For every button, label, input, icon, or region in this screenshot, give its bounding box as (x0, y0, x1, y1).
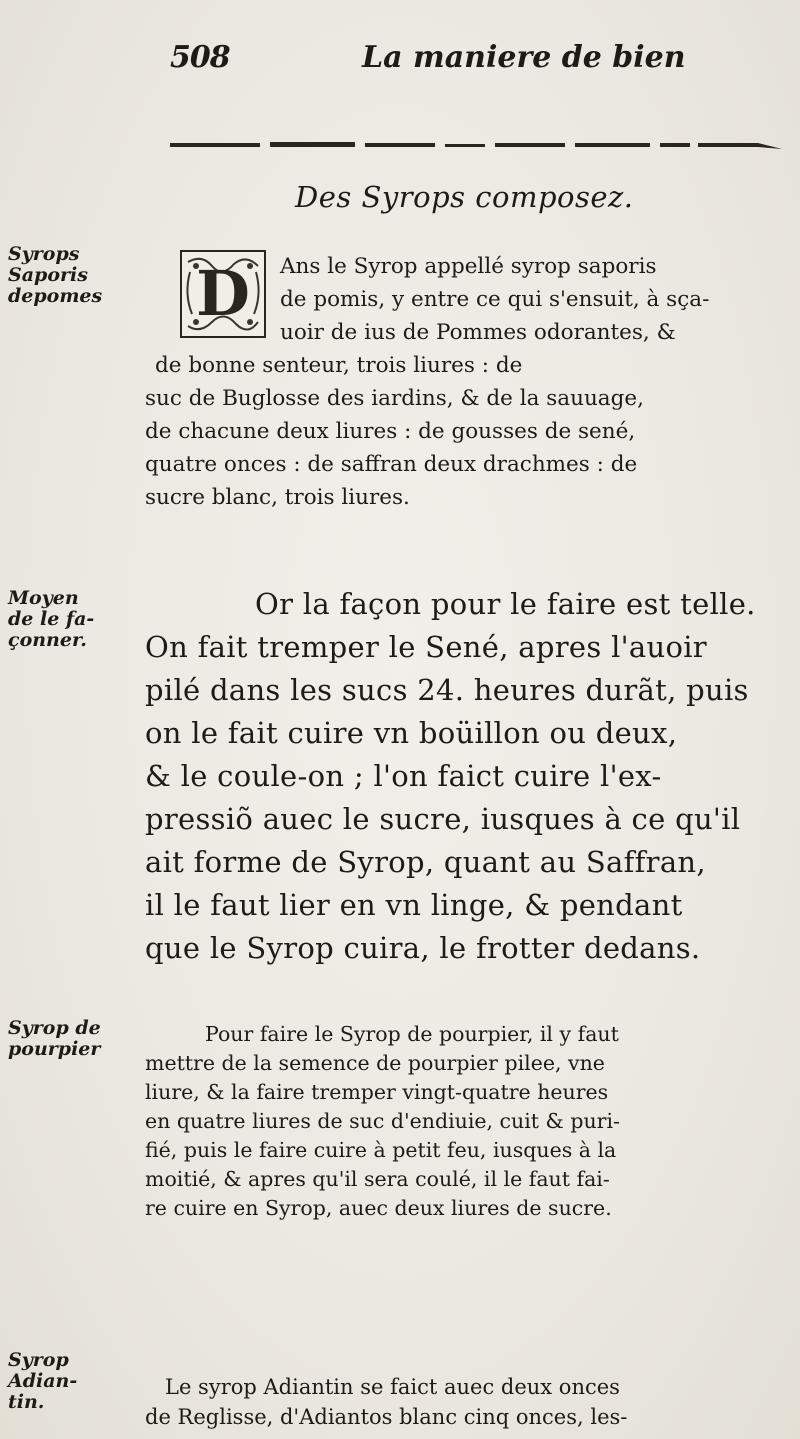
margin-note-moyen (8, 588, 128, 651)
text-line: liure, & la faire tremper vingt-quatre heures (145, 1080, 609, 1104)
text-line: on le fait cuire vn boüillon ou deux, (145, 716, 678, 750)
text-line: re cuire en Syrop, auec deux liures de sucre. (145, 1196, 612, 1220)
text-line: Ans le Syrop appellé syrop saporis (280, 254, 657, 279)
text-line: mettre de la semence de pourpier pilee, vne (145, 1051, 605, 1075)
page-number: 508 (170, 40, 230, 75)
text-line: de Reglisse, d'Adiantos blanc cinq onces, les- (145, 1405, 628, 1429)
text-line: On fait tremper le Sené, apres l'auoir (145, 630, 707, 664)
margin-note-line: Syrop (8, 1349, 69, 1371)
margin-note-line: depomes (8, 285, 103, 307)
text-line: ait forme de Syrop, quant au Saffran, (145, 845, 706, 879)
margin-note-line: Syrop de (8, 1017, 101, 1039)
text-line: il le faut lier en vn linge, & pendant (145, 888, 683, 922)
text-line: & le coule-on ; l'on faict cuire l'ex- (145, 759, 662, 793)
section-title: Des Syrops composez. (295, 180, 634, 214)
margin-note-syrop-adiantin (8, 1350, 128, 1413)
paragraph-syrop-adiantin (145, 1372, 790, 1432)
paragraph-facon (145, 583, 790, 970)
text-line: de chacune deux liures : de gousses de sené, (145, 419, 636, 444)
text-line: de bonne senteur, trois liures : de (155, 353, 523, 378)
text-line: moitié, & apres qu'il sera coulé, il le faut fai- (145, 1167, 610, 1191)
margin-note-line: pourpier (8, 1038, 101, 1060)
text-line: sucre blanc, trois liures. (145, 485, 410, 510)
text-line: uoir de ius de Pommes odorantes, & (280, 320, 676, 345)
ornamental-rule (170, 140, 790, 150)
text-line: suc de Buglosse des iardins, & de la sauuage, (145, 386, 644, 411)
text-line: fié, puis le faire cuire à petit feu, iusques à la (145, 1138, 617, 1162)
margin-note-line: tin. (8, 1391, 45, 1413)
text-line: pressiõ auec le sucre, iusques à ce qu'il (145, 802, 741, 836)
margin-note-line: çonner. (8, 629, 87, 651)
margin-note-line: de le fa- (8, 608, 95, 630)
text-line: de pomis, y entre ce qui s'ensuit, à sça- (280, 287, 710, 312)
running-head: La maniere de bien (362, 40, 686, 75)
margin-note-line: Adian- (8, 1370, 78, 1392)
text-line: Le syrop Adiantin se faict auec deux onces (165, 1375, 620, 1399)
text-line: que le Syrop cuira, le frotter dedans. (145, 931, 701, 965)
margin-note-line: Saporis (8, 264, 88, 286)
text-line: Or la façon pour le faire est telle. (255, 587, 756, 621)
text-line: quatre onces : de saffran deux drachmes : de (145, 452, 638, 477)
margin-note-line: Moyen (8, 587, 79, 609)
dropcap-letter: D (196, 257, 250, 330)
text-line: pilé dans les sucs 24. heures durãt, puis (145, 673, 749, 707)
paragraph-syrop-pourpier (145, 1020, 790, 1223)
text-line: Pour faire le Syrop de pourpier, il y faut (205, 1022, 619, 1046)
paragraph-syrop-saporis (145, 250, 790, 514)
page-header (0, 40, 800, 80)
margin-note-syrop-pourpier (8, 1018, 128, 1060)
margin-note-syrops-saporis (8, 244, 128, 307)
margin-note-line: Syrops (8, 243, 80, 265)
text-line: en quatre liures de suc d'endiuie, cuit & puri- (145, 1109, 620, 1133)
